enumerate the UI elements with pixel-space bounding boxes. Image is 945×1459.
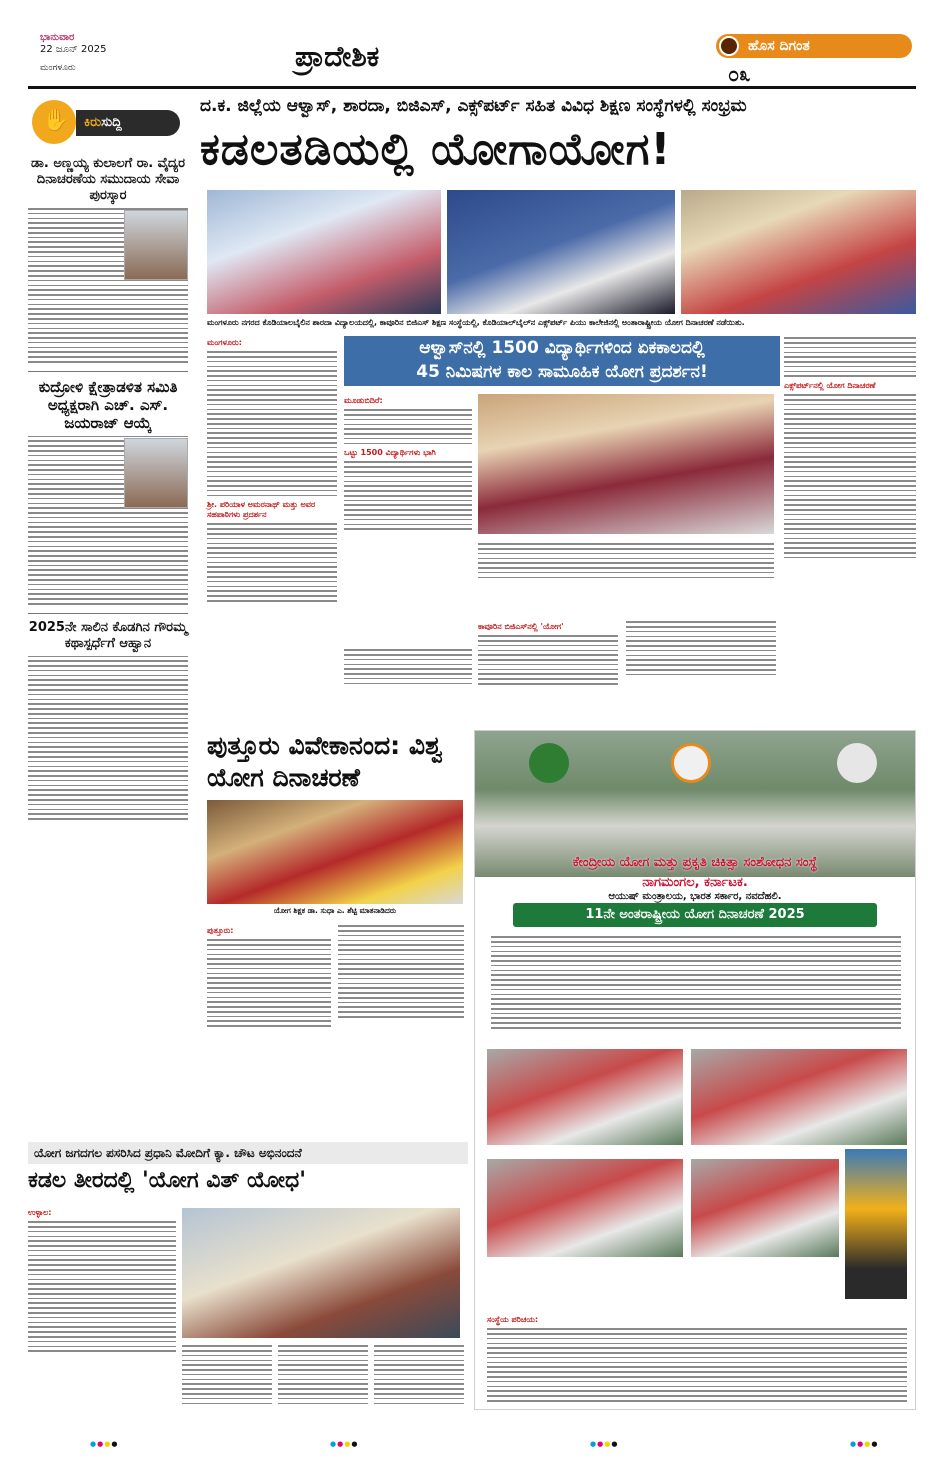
article-body — [374, 1345, 464, 1404]
article-body — [207, 523, 337, 601]
article-body — [182, 1345, 272, 1404]
date-block — [40, 32, 106, 74]
portrait-photo — [124, 210, 188, 280]
ad-photo-gallery — [487, 1049, 907, 1307]
lead-col-4 — [344, 646, 472, 687]
lead-kicker: ದ.ಕ. ಜಿಲ್ಲೆಯ ಆಳ್ವಾಸ್, ಶಾರದಾ, ಬಿಜಿಎಸ್, ಎಕ್ಸ್‌ಪರ್ಟ್ ಸಹಿತ ವಿವಿಧ ಶಿಕ್ಷಣ ಸಂಸ್ಥೆಗಳಲ್ಲಿ ಸಂಭ್ರಮ — [200, 96, 747, 116]
puttur-caption: ಯೋಗ ಶಿಕ್ಷಕ ಡಾ. ಸುಧಾ ಎ. ಶೆಟ್ಟಿ ಮಾತನಾಡಿದರು — [273, 906, 397, 915]
article-body — [784, 337, 916, 377]
ullal-col-2 — [182, 1342, 272, 1407]
puttur-photo — [207, 800, 463, 904]
photo-bgs — [447, 190, 675, 314]
brand-emblem-icon — [719, 36, 739, 56]
brief-kudroli — [28, 378, 188, 605]
lead-col-7 — [784, 334, 916, 562]
masthead-rule — [28, 86, 916, 89]
brand-logo — [716, 34, 912, 86]
subhead: ಎಕ್ಸ್‌ಪರ್ಟ್‌ನಲ್ಲಿ ಯೋಗ ದಿನಾಚರಣೆ — [784, 381, 876, 391]
ullal-col-4 — [374, 1342, 464, 1407]
article-body — [207, 939, 331, 1027]
article-body — [626, 621, 776, 675]
brief-headline: 2025ನೇ ಸಾಲಿನ ಕೊಡಗಿನ ಗೌರಮ್ಮ ಕಥಾಸ್ಪರ್ಧೆಗೆ ಆಹ್ವಾನ — [28, 619, 188, 651]
ad-footer — [487, 1311, 907, 1405]
article-body — [344, 409, 472, 444]
article-body — [28, 1221, 176, 1352]
puttur-col-2 — [338, 922, 464, 1021]
kiru-suddi-tag — [76, 110, 180, 136]
lead-photo-strip — [207, 190, 916, 314]
alvas-highlight-box — [344, 336, 780, 386]
ullal-headline: ಕಡಲ ತೀರದಲ್ಲಿ 'ಯೋಗ ವಿತ್ ಯೋಧ' — [28, 1168, 306, 1193]
article-body — [344, 461, 472, 530]
photo-sharada — [207, 190, 441, 314]
divider — [28, 613, 188, 614]
brief-body — [28, 656, 188, 820]
deity-photo — [845, 1149, 907, 1299]
institute-emblem-icon — [529, 743, 569, 783]
section-title: ಪ್ರಾದೇಶಿಕ — [295, 40, 380, 73]
ad-ministry: ಆಯುಷ್ ಮಂತ್ರಾಲಯ, ಭಾರತ ಸರ್ಕಾರ, ನವದೆಹಲಿ. — [608, 891, 782, 902]
lead-col-5 — [478, 618, 618, 688]
gallery-photo — [487, 1159, 683, 1257]
ullal-kicker: ಯೋಗ ಜಗದಗಲ ಪಸರಿಸಿದ ಪ್ರಧಾನಿ ಮೋದಿಗೆ ಕ್ಯಾ. ಚೌಟ ಅಭಿನಂದನೆ — [28, 1142, 468, 1164]
lead-col-1 — [207, 334, 337, 605]
page-number: ೦೩ — [728, 62, 751, 86]
subhead: ಶ್ರೀ. ಪರಿಯಾಳ ಅಮರನಾಥ್ ಮತ್ತು ಅವರ ಸಹಪಾಠಿಗಳು ಪ್ರದರ್ಶನ — [207, 500, 316, 520]
ullal-col-3 — [278, 1342, 368, 1407]
lead-headline: ಕಡಲತಡಿಯಲ್ಲಿ ಯೋಗಾಯೋಗ! — [200, 124, 672, 175]
article-body — [207, 351, 337, 496]
print-registration-marks: ●●●● — [850, 1440, 879, 1448]
article-body — [491, 936, 901, 1028]
brief-kodagu-gowramma — [28, 620, 188, 820]
national-emblem-icon — [837, 743, 877, 783]
brand-name: ಹೊಸ ದಿಗಂತ — [748, 38, 810, 54]
dateline-moodbidri: ಮೂಡುಬಿದಿರೆ: — [344, 396, 383, 405]
article-body — [487, 1328, 907, 1401]
kiru-word: ಕಿರು — [84, 115, 102, 130]
lead-col-2 — [344, 392, 472, 533]
ullal-yoga-photo — [182, 1208, 460, 1338]
article-body — [338, 925, 464, 1017]
article-body — [478, 543, 774, 578]
date: 22 ಜೂನ್ 2025 — [40, 44, 107, 55]
dateline: ಮಂಗಳೂರು: — [207, 338, 242, 347]
cryn-advertisement — [474, 730, 916, 1410]
masthead — [0, 0, 945, 92]
ad-place: ನಾಗಮಂಗಲ, ಕರ್ನಾಟಕ. — [642, 875, 748, 890]
edition: ಮಂಗಳೂರು — [40, 63, 76, 73]
ad-footer-label: ಸಂಸ್ಥೆಯ ಪರಿಚಯ: — [487, 1315, 539, 1324]
brand-pill — [716, 34, 912, 58]
article-body — [344, 649, 472, 684]
weekday: ಭಾನುವಾರ — [40, 32, 75, 43]
gallery-photo — [691, 1159, 839, 1257]
gallery-photo — [691, 1049, 907, 1145]
gallery-photo — [487, 1049, 683, 1145]
dateline: ಪುತ್ತೂರು: — [207, 926, 234, 935]
subhead: ಒಟ್ಟು 1500 ವಿದ್ಯಾರ್ಥಿಗಳು ಭಾಗಿ — [344, 448, 436, 458]
puttur-headline: ಪುತ್ತೂರು ವಿವೇಕಾನಂದ: ವಿಶ್ವ ಯೋಗ ದಿನಾಚರಣೆ — [207, 731, 444, 792]
ad-body — [491, 933, 901, 1032]
ad-banner: 11ನೇ ಅಂತರಾಷ್ಟ್ರೀಯ ಯೋಗ ದಿನಾಚರಣೆ 2025 — [513, 903, 877, 927]
yoga-day-logo-icon — [671, 743, 711, 783]
article-body — [478, 635, 618, 684]
alvas-line-1: ಆಳ್ವಾಸ್‌ನಲ್ಲಿ 1500 ವಿದ್ಯಾರ್ಥಿಗಳಿಂದ ಏಕಕಾಲದಲ್ಲಿ — [419, 338, 705, 358]
print-registration-marks: ●●●● — [330, 1440, 359, 1448]
print-registration-marks: ●●●● — [90, 1440, 119, 1448]
article-body — [784, 394, 916, 558]
brief-annayya-kulal — [28, 156, 188, 363]
puttur-col-1 — [207, 922, 331, 1030]
subhead: ಕಾವೂರಿನ ಬಿಜಿಎಸ್‌ನಲ್ಲಿ 'ಯೋಗ' — [478, 622, 564, 631]
portrait-photo — [124, 438, 188, 508]
lead-photo-caption: ಮಂಗಳೂರು ನಗರದ ಕೊಡಿಯಾಲಬೈಲಿನ ಶಾರದಾ ವಿದ್ಯಾಲಯದಲ್ಲಿ, ಕಾವೂರಿನ ಬಿಜಿಎಸ್ ಶಿಕ್ಷಣ ಸಂಸ್ಥೆಯಲ್ಲಿ, ಕೊಡಿಯಾಲ್‌ಬೈಲ್‌ನ ಎಕ್ಸ್‌ಪರ್ಟ್ ಪಿಯು ಕಾಲೇಜಿನಲ್ಲಿ ಅಂತಾರಾಷ್ಟ್ರೀಯ ಯೋಗ ದಿನಾಚರಣೆ ನಡೆಯಿತು. — [207, 318, 745, 327]
lead-col-6 — [626, 618, 776, 679]
suddi-word: ಸುದ್ದಿ — [101, 115, 122, 130]
print-registration-marks: ●●●● — [590, 1440, 619, 1448]
divider — [28, 371, 188, 372]
hand-icon — [32, 100, 76, 144]
kiru-suddi-label — [28, 96, 188, 150]
lead-col-3 — [478, 540, 774, 581]
photo-expert — [681, 190, 916, 314]
alvas-yoga-photo — [478, 394, 774, 534]
ullal-col-1 — [28, 1204, 176, 1355]
alvas-line-2: 45 ನಿಮಿಷಗಳ ಕಾಲ ಸಾಮೂಹಿಕ ಯೋಗ ಪ್ರದರ್ಶನ! — [416, 362, 708, 382]
brief-headline: ಡಾ. ಅಣ್ಣಯ್ಯ ಕುಲಾಲಗೆ ರಾ. ವೈದ್ಯರ ದಿನಾಚರಣೆಯ ಸಮುದಾಯ ಸೇವಾ ಪುರಸ್ಕಾರ — [31, 156, 185, 203]
dateline: ಉಳ್ಳಾಲ: — [28, 1208, 52, 1217]
brief-headline: ಕುದ್ರೋಳಿ ಕ್ಷೇತ್ರಾಡಳಿತ ಸಮಿತಿ ಅಧ್ಯಕ್ಷರಾಗಿ ಎಚ್. ಎಸ್. ಜಯರಾಜ್ ಆಯ್ಕೆ — [38, 377, 178, 432]
ad-title: ಕೇಂದ್ರೀಯ ಯೋಗ ಮತ್ತು ಪ್ರಕೃತಿ ಚಿಕಿತ್ಸಾ ಸಂಶೋಧನ ಸಂಸ್ಥೆ — [572, 855, 818, 870]
article-body — [278, 1345, 368, 1404]
